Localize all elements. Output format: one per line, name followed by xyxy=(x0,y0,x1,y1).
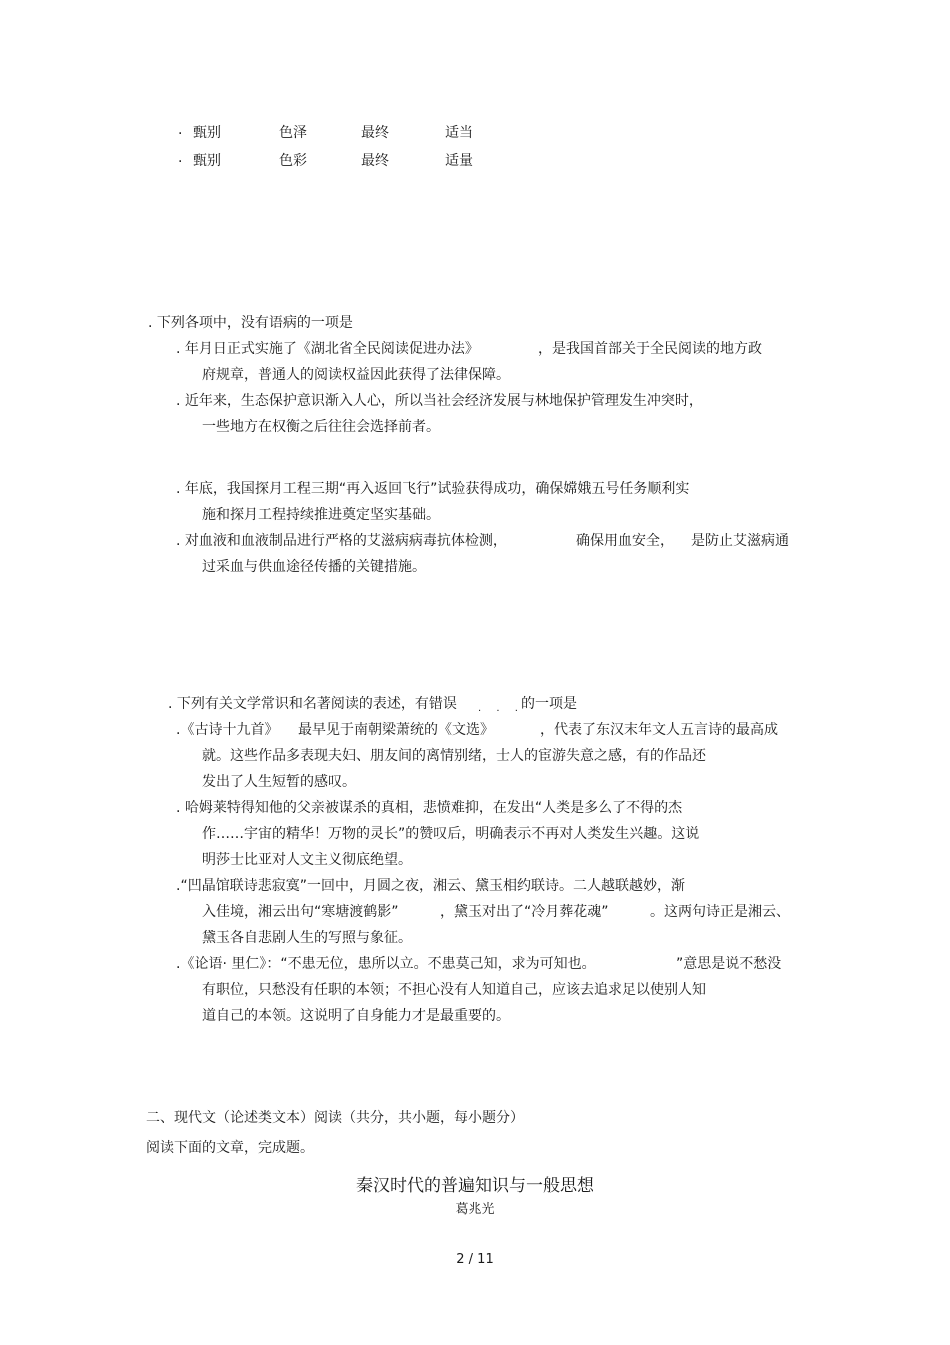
grammar-option-d-line1: . 对血液和血液制品进行严格的艾滋病病毒抗体检测， xyxy=(176,533,507,549)
literature-option-c-line1: .“凹晶馆联诗悲寂寞”一回中，月圆之夜，湘云、黛玉相约联诗。二人越联越妙，渐 xyxy=(176,878,685,894)
option-cell: 色彩 xyxy=(279,153,307,169)
literature-option-c-line2-mid: ，黛玉对出了“冷月葬花魂” xyxy=(440,904,609,920)
grammar-option-b-line2: 一些地方在权衡之后往往会选择前者。 xyxy=(202,419,440,435)
literature-option-d-line3: 道自己的本领。这说明了自身能力才是最重要的。 xyxy=(202,1008,510,1024)
literature-option-a-line1: .《古诗十九首》 xyxy=(176,722,279,738)
grammar-option-d-line2: 过采血与供血途径传播的关键措施。 xyxy=(202,559,426,575)
option-cell: 甄别 xyxy=(193,153,221,169)
option-cell: 甄别 xyxy=(193,125,221,141)
option-prefix: . xyxy=(178,150,183,166)
literature-option-c-line3: 黛玉各自悲剧人生的写照与象征。 xyxy=(202,930,412,946)
question-stem-literature-tail: 的一项是 xyxy=(521,696,577,712)
option-cell: 最终 xyxy=(361,125,389,141)
literature-option-a-line1-mid: 最早见于南朝梁萧统的《文选》 xyxy=(298,722,494,738)
grammar-option-a-line1-tail: ，是我国首部关于全民阅读的地方政 xyxy=(538,341,762,357)
page-number: 2 / 11 xyxy=(456,1252,494,1267)
question-stem-literature: . 下列有关文学常识和名著阅读的表述，有错误 xyxy=(168,696,457,712)
grammar-option-a-line1: . 年月日正式实施了《湖北省全民阅读促进办法》 xyxy=(176,341,479,357)
option-cell: 适量 xyxy=(445,153,473,169)
option-cell: 最终 xyxy=(361,153,389,169)
literature-option-a-line1-tail: ，代表了东汉末年文人五言诗的最高成 xyxy=(540,722,778,738)
grammar-option-c-line2: 施和探月工程持续推进奠定坚实基础。 xyxy=(202,507,440,523)
literature-option-c-line2-tail: 。这两句诗正是湘云、 xyxy=(650,904,790,920)
article-author: 葛兆光 xyxy=(455,1202,495,1217)
literature-option-b-line3: 明莎士比亚对人文主义彻底绝望。 xyxy=(202,852,412,868)
grammar-option-d-line1-mid: 确保用血安全， xyxy=(576,533,674,549)
literature-option-d-line1-tail: ”意思是说不愁没 xyxy=(676,956,782,972)
section-instruction: 阅读下面的文章，完成题。 xyxy=(146,1140,314,1156)
literature-option-a-line3: 发出了人生短暂的感叹。 xyxy=(202,774,356,790)
literature-option-d-line2: 有职位，只愁没有任职的本领；不担心没有人知道自己，应该去追求足以使别人知 xyxy=(202,982,706,998)
literature-option-a-line2: 就。这些作品多表现夫妇、朋友间的离情别绪，士人的宦游失意之感，有的作品还 xyxy=(202,748,706,764)
option-row-1 xyxy=(0,122,950,142)
question-stem-grammar: . 下列各项中，没有语病的一项是 xyxy=(148,315,353,331)
section-heading: 二、现代文（论述类文本）阅读（共分，共小题，每小题分） xyxy=(146,1110,524,1126)
grammar-option-b-line1: . 近年来，生态保护意识渐入人心，所以当社会经济发展与林地保护管理发生冲突时， xyxy=(176,393,703,409)
literature-option-b-line1: . 哈姆莱特得知他的父亲被谋杀的真相，悲愤难抑，在发出“人类是多么了不得的杰 xyxy=(176,800,683,816)
article-title: 秦汉时代的普遍知识与一般思想 xyxy=(356,1176,594,1196)
literature-option-d-line1: .《论语· 里仁》：“不患无位，患所以立。不患莫己知，求为可知也。 xyxy=(176,956,596,972)
emphasis-dots: · · · xyxy=(478,706,524,717)
literature-option-c-line2: 入佳境，湘云出句“寒塘渡鹤影” xyxy=(202,904,399,920)
literature-option-b-line2: 作……宇宙的精华！万物的灵长”的赞叹后，明确表示不再对人类发生兴趣。这说 xyxy=(202,826,700,842)
grammar-option-a-line2: 府规章，普通人的阅读权益因此获得了法律保障。 xyxy=(202,367,510,383)
option-cell: 色泽 xyxy=(279,125,307,141)
option-prefix: . xyxy=(178,122,183,138)
option-cell: 适当 xyxy=(445,125,473,141)
grammar-option-c-line1: . 年底，我国探月工程三期“再入返回飞行”试验获得成功，确保嫦娥五号任务顺利实 xyxy=(176,481,690,497)
grammar-option-d-line1-tail: 是防止艾滋病通 xyxy=(691,533,789,549)
option-row-2 xyxy=(0,150,950,170)
